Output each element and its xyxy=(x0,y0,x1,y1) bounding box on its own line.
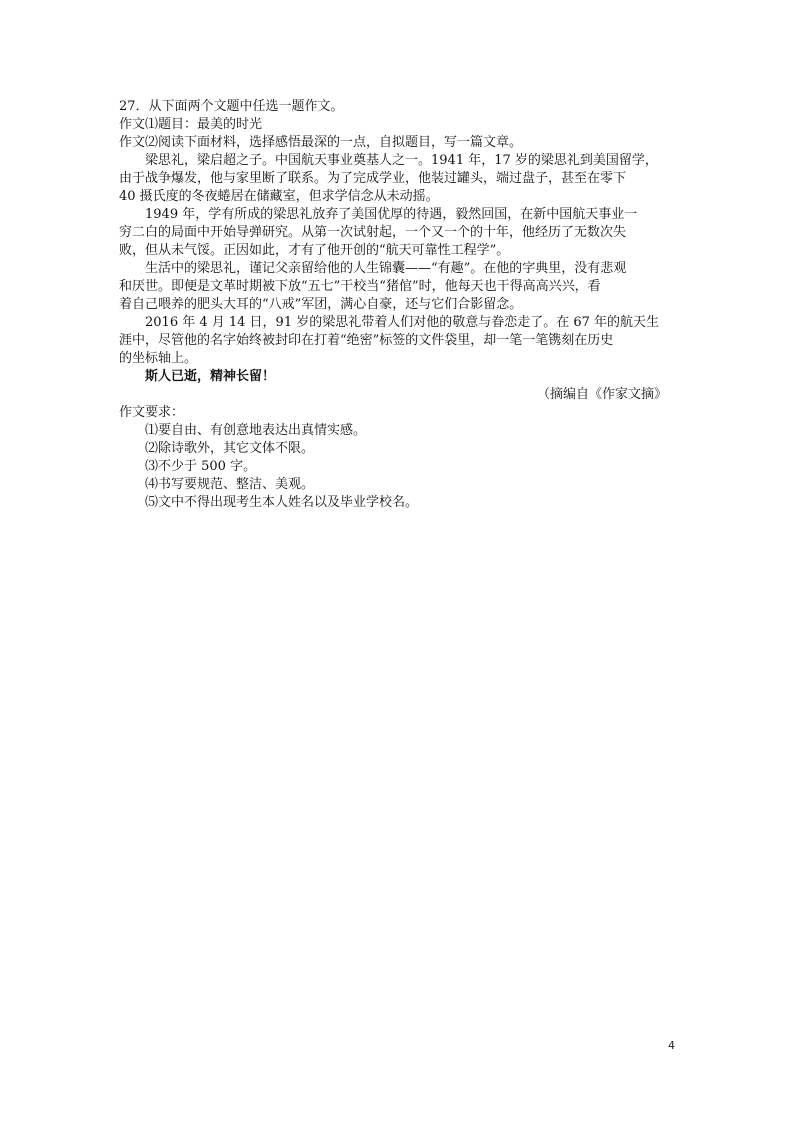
requirements-title: 作文要求： xyxy=(119,405,185,420)
material-line: 和厌世。即便是文革时期被下放“五七”干校当“猪倌”时，他每天也干得高高兴兴，看 xyxy=(119,279,601,294)
question-heading: 27．从下面两个文题中任选一题作文。 xyxy=(119,99,344,114)
material-line: 涯中，尽管他的名字始终被封印在打着“绝密”标签的文件袋里，却一笔一笔镌刻在历史 xyxy=(119,333,614,348)
material-source: （摘编自《作家文摘》 xyxy=(536,387,667,402)
material-paragraph-5: 斯人已逝，精神长留！ xyxy=(145,369,276,384)
material-line: 败，但从未气馁。正因如此，才有了他开创的“航天可靠性工程学”。 xyxy=(119,243,510,258)
material-paragraph-1 xyxy=(119,152,679,206)
material-line: 梁思礼，梁启超之子。中国航天事业奠基人之一。1941 年，17 岁的梁思礼到美国留学， xyxy=(145,153,658,168)
material-paragraph-2 xyxy=(119,206,679,260)
essay-option-1: 作文⑴题目：最美的时光 xyxy=(119,117,263,132)
essay-option-2: 作文⑵阅读下面材料，选择感悟最深的一点，自拟题目，写一篇文章。 xyxy=(119,135,523,150)
requirement-item: ⑶不少于 500 字。 xyxy=(145,459,257,474)
material-line: 1949 年，学有所成的梁思礼放弃了美国优厚的待遇，毅然回国，在新中国航天事业一 xyxy=(145,207,638,222)
requirement-item: ⑷书写要规范、整洁、美观。 xyxy=(145,477,315,492)
material-line: 40 摄氏度的冬夜蜷居在储藏室，但求学信念从未动摇。 xyxy=(119,189,439,204)
material-line: 着自己喂养的肥头大耳的“八戒”军团，满心自豪，还与它们合影留念。 xyxy=(119,297,523,312)
material-paragraph-4 xyxy=(119,314,679,368)
requirement-item: ⑵除诗歌外，其它文体不限。 xyxy=(145,441,315,456)
material-paragraph-3 xyxy=(119,260,679,314)
material-line: 2016 年 4 月 14 日，91 岁的梁思礼带着人们对他的敬意与眷恋走了。在 67 年的航天生 xyxy=(145,315,660,330)
document-body xyxy=(119,98,679,512)
page-number: 4 xyxy=(668,1039,675,1052)
requirement-item: ⑴要自由、有创意地表达出真情实感。 xyxy=(145,423,367,438)
material-line: 生活中的梁思礼，谨记父亲留给他的人生锦囊——“有趣”。在他的字典里，没有悲观 xyxy=(145,261,627,276)
material-line: 由于战争爆发，他与家里断了联系。为了完成学业，他装过罐头，端过盘子，甚至在零下 xyxy=(119,171,627,186)
material-line: 穷二白的局面中开始导弹研究。从第一次试射起，一个又一个的十年，他经历了无数次失 xyxy=(119,225,627,240)
material-line: 的坐标轴上。 xyxy=(119,351,198,366)
requirement-item: ⑸文中不得出现考生本人姓名以及毕业学校名。 xyxy=(145,495,419,510)
